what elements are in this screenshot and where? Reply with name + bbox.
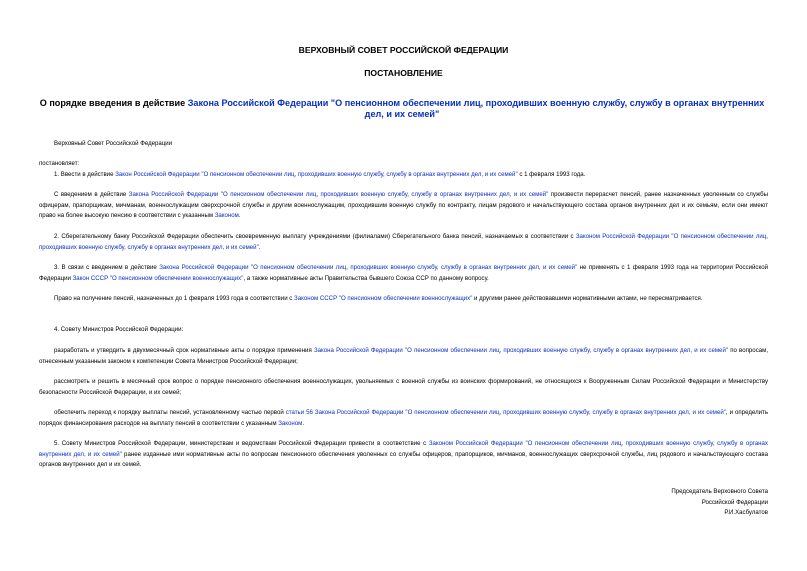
paragraph-1: 1. Ввести в действие Закон Российской Федерации "О пенсионном обеспечении лиц, проходивших военную службу, службу в органах внутренних дел, и их семей" с 1 февраля 1993 года.: [54, 171, 586, 178]
law-link[interactable]: Закона Российской Федерации "О пенсионном обеспечении лиц, проходивших военную службу, службу в органах внутренних дел, и их семей": [313, 347, 729, 354]
paragraph-9: обеспечить переход к порядку выплаты пенсий, установленному частью первой статьи 56 Закона Российской Федерации "О пенсионном обеспечении лиц, проходивших военную службу, службу в органах внутренних дел, и их семей", и определить порядок финансирования расходов на выплату пенсий в соответствии с указанным Законом.: [39, 409, 768, 427]
paragraph-7: разработать и утвердить в двухмесячный срок нормативные акты о порядке применения Закона Российской Федерации "О пенсионном обеспечении лиц, проходивших военную службу, службу в органах внутренних дел, и их семей" по вопросам, отнесенным указанным законом к компетенции Совета Министров Российской Федерации;: [39, 347, 769, 365]
law-link[interactable]: Закона Российской Федерации "О пенсионном обеспечении лиц, проходивших военную службу, службу в органах внутренних дел, и их семей": [159, 264, 578, 271]
signatory-position-line2: Российской Федерации: [701, 498, 768, 506]
law-link[interactable]: Законом: [214, 212, 239, 219]
title-law-link[interactable]: Закона Российской Федерации "О пенсионном обеспечении лиц, проходивших военную службу, службу в органах внутренних дел, и их семей": [187, 98, 765, 119]
paragraph-3: 2. Сберегательному банку Российской Федерации обеспечить своевременную выплату учреждениями (филиалами) Сберегательного банка пенсий, назначаемых в соответствии с Законом Российской Федерации "О пенсионном обеспечении лиц, проходивших военную службу, службу в органах внутренних дел, и их семей".: [39, 233, 768, 251]
law-link[interactable]: Законом: [278, 419, 303, 427]
document-type-heading: ПОСТАНОВЛЕНИЕ: [364, 68, 443, 78]
paragraph-5: Право на получение пенсий, назначенных до 1 февраля 1993 года в соответствии с Законом СССР "О пенсионном обеспечении военнослужащих" и другими ранее действовавшими нормативными актами, не пересматривается.: [54, 295, 703, 302]
law-link[interactable]: Законом Российской Федерации "О пенсионном обеспечении лиц, проходивших военную службу, службу в органах внутренних дел, и их семей": [39, 440, 768, 458]
law-link[interactable]: Закон Российской Федерации "О пенсионном обеспечении лиц, проходивших военную службу, службу в органах внутренних дел, и их семей": [115, 171, 518, 178]
paragraph-4: 3. В связи с введением в действие Закона Российской Федерации "О пенсионном обеспечении лиц, проходивших военную службу, службу в органах внутренних дел, и их семей" не применять с 1 февраля 1993 года на территории Российской Федерации Закон СССР "О пенсионном обеспечении военнослужащих", а также нормативные акты Правительства бывшего Союза ССР по данному вопросу.: [39, 264, 768, 282]
law-link[interactable]: Закона Российской Федерации "О пенсионном обеспечении лиц, проходивших военную службу, службу в органах внутренних дел, и их семей": [128, 191, 549, 198]
title-prefix: О порядке введения в действие: [39, 98, 188, 108]
signatory-name: Р.И.Хасбулатов: [724, 509, 768, 516]
law-link[interactable]: статьи 56 Закона Российской Федерации "О пенсионном обеспечении лиц, проходивших военную службу, службу в органах внутренних дел, и их семей": [285, 409, 726, 416]
paragraph-8: рассмотреть и решить в месячный срок вопрос о порядке пенсионного обеспечения военнослужащих, увольняемых с военной службы из воинских формирований, не относящихся к Вооруженным Силам Российской Федерации и Министерству безопасности Российской Федерации, и их семей;: [39, 378, 768, 396]
signatory-position-line1: Председатель Верховного Совета: [671, 488, 768, 495]
signature-block: [671, 487, 768, 519]
paragraph-10: 5. Совету Министров Российской Федерации, министерствам и ведомствам Российской Федерации привести в соответствие с Законом Российской Федерации "О пенсионном обеспечении лиц, проходивших военную службу, службу в органах внутренних дел, и их семей" ранее изданные ими нормативные акты по вопросам пенсионного обеспечения уволенных со службы офицеров, прапорщиков, мичманов, военнослужащих сверхсрочной службы, лиц рядового и начальствующего состава органов внутренних дел и их семей.: [39, 440, 768, 468]
document-title: [36, 98, 768, 120]
resolves-paragraph: постановляет:: [39, 160, 80, 167]
law-link[interactable]: Законом СССР "О пенсионном обеспечении военнослужащих": [294, 295, 473, 302]
paragraph-2: С введением в действие Закона Российской Федерации "О пенсионном обеспечении лиц, проходивших военную службу, службу в органах внутренних дел, и их семей" произвести перерасчет пенсий, ранее назначенных уволенным со службы офицерам, прапорщикам, мичманам, военнослужащим сверхсрочной службы и другим военнослужащим, проходившим военную службу по контракту, лицам рядового и начальствующего состава органов внутренних дел и их семьям, если они имеют право на более высокую пенсию в соответствии с указанным Законом.: [39, 191, 768, 219]
issuing-body-heading: ВЕРХОВНЫЙ СОВЕТ РОССИЙСКОЙ ФЕДЕРАЦИИ: [298, 45, 509, 55]
law-link[interactable]: Закон СССР "О пенсионном обеспечении военнослужащих": [72, 274, 244, 282]
paragraph-6: 4. Совету Министров Российской Федерации:: [54, 326, 184, 333]
law-link[interactable]: Законом Российской Федерации "О пенсионном обеспечении лиц, проходивших военную службу, службу в органах внутренних дел, и их семей": [39, 233, 768, 251]
intro-paragraph: Верховный Совет Российской Федерации: [54, 140, 173, 147]
